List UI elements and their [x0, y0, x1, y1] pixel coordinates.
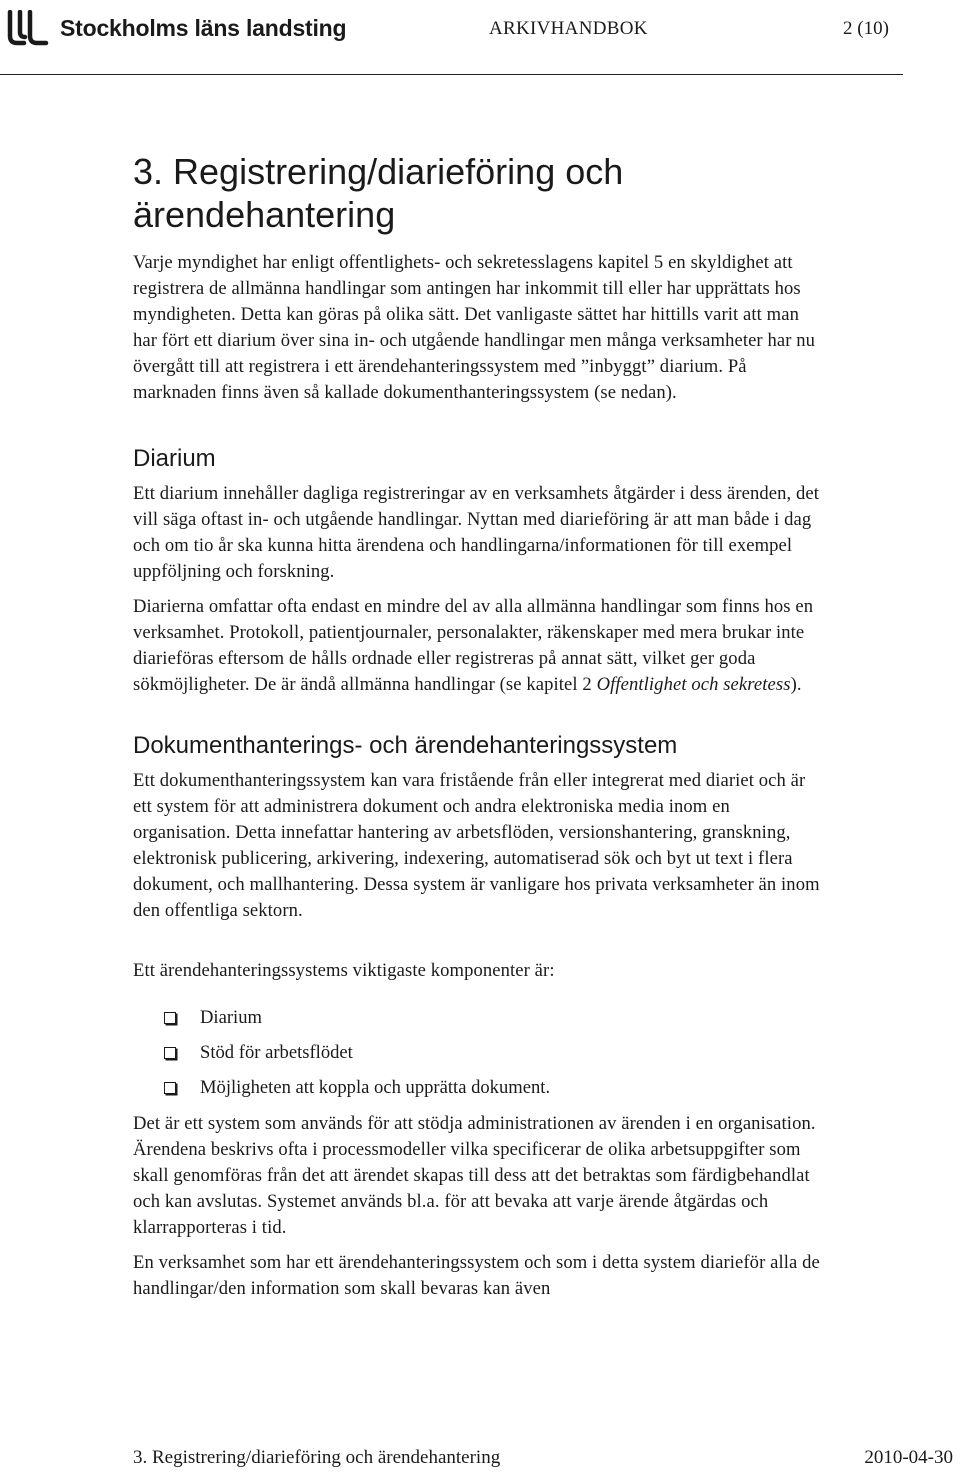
list-item-label: Möjligheten att koppla och upprätta dokument.: [200, 1077, 551, 1098]
list-item-label: Stöd för arbetsflödet: [200, 1042, 353, 1063]
diarium-paragraph-2: [133, 594, 823, 698]
footer-date: 2010-04-30: [864, 1447, 953, 1468]
organization-logo: [4, 10, 346, 46]
system-paragraph-1: Ett dokumenthanteringssystem kan vara fristående från eller integrerat med diariet och är ett system för att administrera dokument och andra elektroniska media inom en organisation. Detta innefattar hantering av arbetsflöden, versionshantering, granskning, elektronisk publicering, arkivering, indexering, automatiserad sök och byt ut text i flera dokument, och mallhantering. Dessa system är vanligare hos privata verksamheter än inom den offentliga sektorn.: [133, 770, 820, 921]
diarium-paragraph-2-end: ).: [790, 674, 802, 695]
list-item: [133, 1040, 823, 1066]
header-divider: [0, 74, 903, 75]
diarium-paragraph-1: Ett diarium innehåller dagliga registreringar av en verksamhets åtgärder i dess ärenden, det vill säga oftast in- och utgående handlingar. Nyttan med diarieföring är att man både i dag och om tio år ska kunna hitta ärendena och handlingarna/informationen för till exempel uppföljning och forskning.: [133, 483, 820, 582]
list-item: [133, 1075, 823, 1101]
document-title: ARKIVHANDBOK: [489, 18, 648, 39]
section-heading-diarium: Diarium: [133, 445, 216, 472]
list-item-label: Diarium: [200, 1007, 262, 1028]
page-header: [0, 0, 960, 78]
system-paragraph-3: En verksamhet som har ett ärendehanteringssystem och som i detta system diarieför alla de handlingar/den information som skall bevaras kan även: [133, 1252, 820, 1299]
sll-logo-icon: [4, 10, 50, 46]
system-paragraph-2: Det är ett system som används för att stödja administrationen av ärenden i en organisation. Ärendena beskrivs ofta i processmodeller vilka specificerar de olika arbetsuppgifter som skall genomföras från det att ärendet skapas till dess att det betraktas som färdigbehandlat och kan avslutas. Systemet används bl.a. för att bevaka att varje ärende åtgärdas och klarrapporteras i tid.: [133, 1113, 816, 1238]
checkbox-bullet-icon: [164, 1012, 176, 1024]
components-list: [133, 1005, 823, 1101]
list-item: [133, 1005, 823, 1031]
checkbox-bullet-icon: [164, 1047, 176, 1059]
diarium-paragraph-2-text: Diarierna omfattar ofta endast en mindre del av alla allmänna handlingar som finns hos en verksamhet. Protokoll, patientjournaler, personalakter, räkenskaper med mera brukar inte diarieföras eftersom de hålls ordnade eller registreras på annat sätt, vilket ger goda sökmöjligheter. De är ändå allmänna handlingar (se kapitel 2: [133, 596, 814, 695]
organization-name: Stockholms läns landsting: [60, 14, 347, 41]
page-number: 2 (10): [843, 18, 889, 39]
components-intro: Ett ärendehanteringssystems viktigaste komponenter är:: [133, 960, 555, 981]
intro-paragraph: Varje myndighet har enligt offentlighets- och sekretesslagens kapitel 5 en skyldighet att registrera de allmänna handlingar som antingen har inkommit till eller har upprättats hos myndigheten. Detta kan göras på olika sätt. Det vanligaste sättet har hittills varit att man har fört ett diarium över sina in- och utgående handlingar men många verksamheter har nu övergått till att registrera i ett ärendehanteringssystem med ”inbyggt” diarium. På marknaden finns även så kallade dokumenthanteringssystem (se nedan).: [133, 252, 816, 403]
footer-section-title: 3. Registrering/diarieföring och ärendehantering: [133, 1447, 501, 1468]
checkbox-bullet-icon: [164, 1082, 176, 1094]
section-heading-system: Dokumenthanterings- och ärendehanteringssystem: [133, 732, 678, 759]
page-body: [133, 150, 823, 1302]
chapter-title: 3. Registrering/diarieföring och ärendehantering: [133, 151, 624, 235]
chapter-reference: Offentlighet och sekretess: [596, 674, 791, 695]
